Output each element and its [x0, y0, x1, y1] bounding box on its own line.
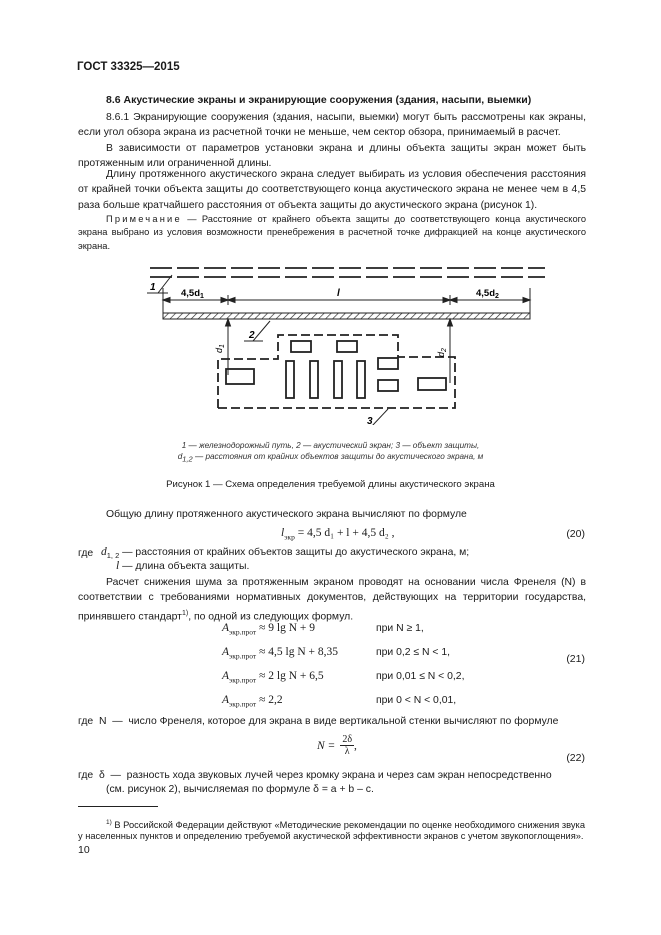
label-2: 2 [249, 330, 255, 341]
where-20-sym1-sub: 1, 2 [106, 551, 120, 561]
d1-label [214, 344, 226, 353]
building [357, 361, 365, 398]
equation-number-20: (20) [566, 528, 585, 540]
formula-22-lhs: N = [317, 739, 336, 752]
equation-number-21: (21) [566, 653, 585, 665]
building [226, 369, 254, 384]
d2-label [436, 348, 448, 357]
formula-21-row [222, 646, 338, 660]
formula-21-rhs: ≈ 2 lg N + 6,5 [256, 670, 324, 682]
footnote-text-1: В Российской Федерации действуют «Методические рекомендации по оценке необходимого снижения звука [111, 820, 586, 831]
where-20-line1 [101, 546, 469, 560]
formula-22 [317, 734, 357, 757]
formula-22-tail: , [354, 739, 357, 752]
formula-20-lhs-sub: экр [284, 532, 295, 542]
formula-22-num: 2δ [342, 734, 353, 745]
dim-right-label [476, 288, 499, 300]
dim-mid-label: l [337, 288, 340, 299]
page-number: 10 [78, 844, 90, 856]
where-20-prefix: где [78, 548, 94, 559]
formula-20-rhs: = 4,5 d₁ + l + 4,5 d₂ , [294, 527, 395, 539]
formula-21-lhs-sub: экр.прот [229, 675, 257, 685]
formula-21-rhs: ≈ 2,2 [256, 694, 283, 706]
building [378, 358, 398, 369]
where-20-sym2: l [116, 560, 120, 572]
label-2-leader [244, 321, 270, 341]
d2-sub: 2 [441, 348, 448, 352]
footnote-ref: 1) [181, 609, 189, 617]
building [291, 341, 311, 352]
legend-text: — расстояния от крайних объектов защиты до акустического экрана, м [192, 452, 484, 461]
formula-21-lhs: A [222, 622, 230, 634]
formula-20-lhs: l [281, 527, 285, 539]
d2-sym: d [436, 351, 446, 357]
building [286, 361, 294, 398]
paragraph-fresnel-text: Расчет снижения шума за протяженным экраном проводят на основании числа Френеля (N) в соответствии с требованиями нормативных документов, действующих на территории государства, принявшего стандарт [78, 577, 586, 623]
where-20-sym1: d [101, 546, 107, 558]
where-22-line2: (см. рисунок 2), вычисляемая по формуле δ = a + b – c. [106, 784, 374, 795]
dim-right-sub: 2 [495, 293, 499, 300]
figure-legend-line1: 1 — железнодорожный путь, 2 — акустический экран; 3 — объект защиты, [181, 441, 480, 450]
dim-right-text: 4,5d [476, 288, 496, 299]
paragraph-text: 8.6.1 Экранирующие сооружения (здания, насыпи, выемки) могут быть рассмотрены как экраны, если угол обзора экрана из расчетной точки не меньше, чем сектор обзора, принимаемый в расчет. [78, 112, 586, 139]
d1-sub: 1 [219, 344, 226, 348]
formula-20-intro: Общую длину протяженного акустического экрана вычисляют по формуле [106, 509, 467, 520]
formula-21-rhs: ≈ 9 lg N + 9 [256, 622, 316, 634]
where-21: где N — число Френеля, которое для экрана в виде вертикальной стенки вычисляют по формуле [78, 716, 559, 727]
building [334, 361, 342, 398]
formula-21-lhs: A [222, 694, 230, 706]
label-3: 3 [367, 416, 373, 425]
equation-number-22: (22) [566, 752, 585, 764]
paragraph-fresnel-end: , по одной из следующих формул. [188, 611, 354, 623]
formula-21-condition: при N ≥ 1, [376, 623, 424, 634]
footnote-line2: у населенных пунктов и определению требуемой акустической эффективности экранов с учетом звукопоглощения». [78, 831, 584, 841]
formula-21-rhs: ≈ 4,5 lg N + 8,35 [256, 646, 339, 658]
building [418, 378, 446, 390]
paragraph-extended-screen [78, 167, 586, 213]
label-3-leader [362, 409, 388, 425]
formula-21-row [222, 622, 315, 636]
building [378, 380, 398, 391]
dim-left-label [181, 288, 204, 300]
formula-21-lhs: A [222, 670, 230, 682]
paragraph-text: Длину протяженного акустического экрана следует выбирать из условия обеспечения расстояния от крайней точки объекта защиты до соответствующего конца акустического экрана не менее чем в 4,5 раза больше кратчайшего расстояния от объекта защиты до акустического экрана (рисунок 1). [78, 169, 586, 211]
railway-track [150, 268, 545, 277]
formula-20 [281, 527, 395, 541]
formula-21-condition: при 0 < N < 0,01, [376, 695, 457, 706]
where-22-line1: где δ — разность хода звуковых лучей через кромку экрана и через сам экран непосредственно [78, 770, 552, 781]
figure-legend-line2 [0, 452, 661, 464]
footnote-rule [78, 806, 158, 807]
figure-caption: Рисунок 1 — Схема определения требуемой длины акустического экрана [166, 479, 495, 490]
paragraph-fresnel [78, 575, 586, 625]
distance-arrows [226, 319, 453, 383]
dim-left-sub: 1 [200, 293, 204, 300]
buildings [226, 341, 446, 398]
building [310, 361, 318, 398]
where-20-def2: — длина объекта защиты. [119, 561, 250, 572]
building [337, 341, 357, 352]
where-20-line2 [116, 560, 249, 572]
formula-21-lhs-sub: экр.прот [229, 699, 257, 709]
formula-21-lhs-sub: экр.прот [229, 651, 257, 661]
note-label: Примечание [106, 214, 182, 224]
formula-21-row [222, 694, 283, 708]
paragraph-8-6-1 [78, 110, 586, 141]
footnote-mark: 1) [106, 819, 112, 826]
paragraph-text: В зависимости от параметров установки экрана и длины объекта защиты экран может быть протяженным или ограниченной длины. [78, 143, 586, 170]
formula-22-den: λ [344, 746, 350, 757]
note [78, 213, 586, 253]
formula-21-row [222, 670, 324, 684]
dim-left-text: 4,5d [181, 288, 201, 299]
formula-21-condition: при 0,2 ≤ N < 1, [376, 647, 451, 658]
label-1: 1 [150, 282, 156, 293]
legend-symbol-sub: 1,2 [182, 454, 193, 464]
document-header: ГОСТ 33325—2015 [77, 61, 180, 73]
where-20-def1: — расстояния от крайних объектов защиты до акустического экрана, м; [119, 547, 470, 558]
legend-symbol: d [177, 452, 183, 461]
d1-sym: d [214, 347, 224, 353]
acoustic-screen [163, 313, 530, 319]
note-text: — Расстояние от крайнего объекта защиты до соответствующего конца акустического экрана выбрано из условия возможности пренебрежения в расчетной точке дифракцией на конце акустического экрана. [78, 214, 586, 251]
formula-21-lhs: A [222, 646, 230, 658]
formula-22-fraction [340, 734, 354, 757]
formula-21-condition: при 0,01 ≤ N < 0,2, [376, 671, 465, 682]
section-title: 8.6 Акустические экраны и экранирующие сооружения (здания, насыпи, выемки) [106, 94, 532, 106]
formula-21-lhs-sub: экр.прот [229, 627, 257, 637]
figure-1-scheme [0, 255, 661, 425]
